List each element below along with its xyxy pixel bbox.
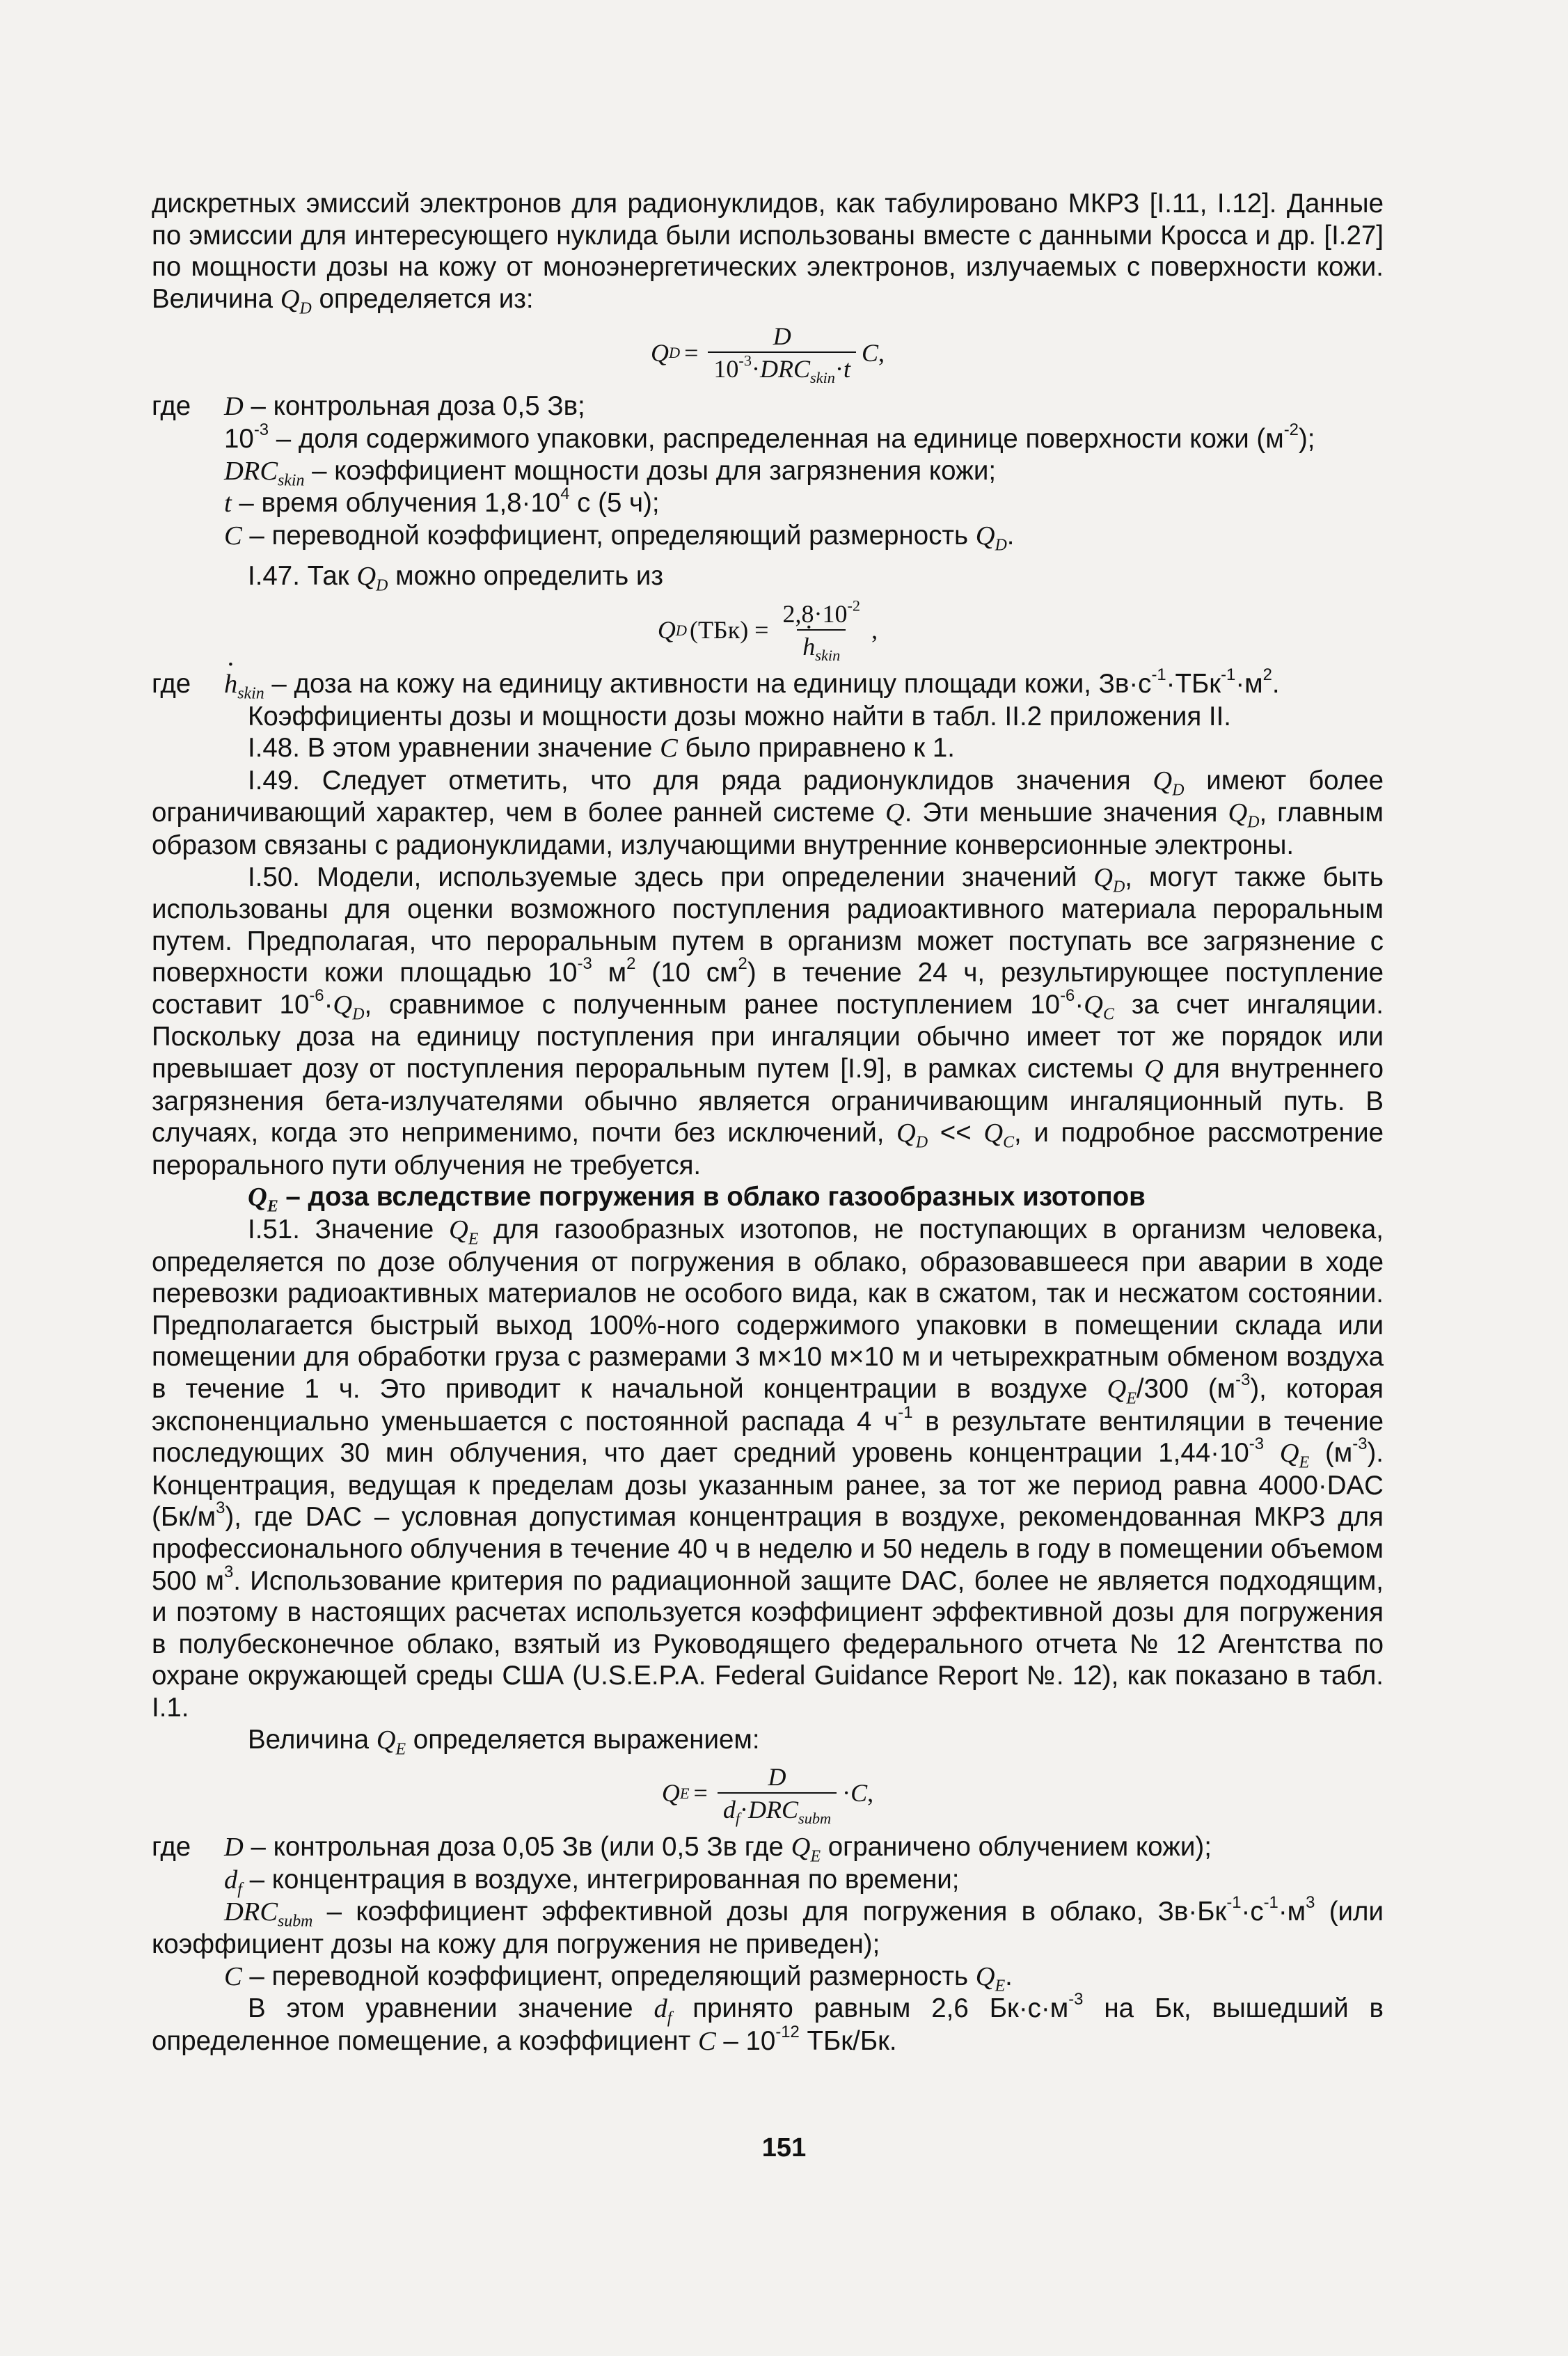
definitions-qe: где D – контрольная доза 0,05 Зв (или 0,5 Зв где $Q_E$ ограничено облучением кожи); $d_f$ – концентрация в воздухе, интегрированная по времени; $DRC_{subm}$ – коэффициент эффективной дозы для погружения в облако, $Зв\cdot Бк^{-1}\cdot с^{-1}\cdot м^3$ (или коэффициент дозы на кожу для погружения не приведен); C – переводной коэффициент, определяющий размерность $Q_E$. [152,1832,1384,1995]
formula-qd: Q D = $\frac{D}{10^{-3}\cdot DRC_{skin}\cdot t}$ C , [650,322,885,387]
paragraph-coefficients: Коэффициенты дозы и мощности дозы можно найти в табл. II.2 приложения II. [248,701,1231,732]
paragraph-1-50: I.50. Модели, используемые здесь при определении значений $Q_D$, могут также быть использованы для оценки возможного поступления радиоактивного материала пероральным путем. Предполагая, что пероральным путем в организм может поступать все загрязнение с поверхности кожи площадью $10^{-3}$ $м^2$ (10 $см^2$) в течение 24 ч, результирующее поступление составит $10^{-6}\cdot Q_D$, сравнимое с полученным ранее поступлением $10^{-6}\cdot Q_C$ за счет ингаляции. Поскольку доза на единицу поступления при ингаляции обычно имеет тот же порядок или превышает дозу от поступления пероральным путем [I.9], в рамках системы Q для внутреннего загрязнения бета-излучателями обычно является ограничивающим ингаляционный путь. В случаях, когда это неприменимо, почти без исключений, $Q_D << Q_C$, и подробное рассмотрение перорального пути облучения не требуется. [152,862,1384,1180]
definition-hskin: где · $h_{skin}$ – доза на кожу на единицу активности на единицу площади кожи, $Зв\cdot с^{-1}\cdot ТБк^{-1}\cdot м^2$. [152,668,1384,701]
paragraph-1-48: I.48. В этом уравнении значение C было приравнено к 1. [248,733,955,764]
page-number: 151 [761,2133,807,2163]
fraction: $\frac{D}{10^{-3}\cdot DRC_{skin}\cdot t}$ [708,321,856,385]
paragraph-last: В этом уравнении значение $d_f$ принято равным 2,6 $Бк\cdot с\cdot м^{-3}$ на Бк, вышедший в определенное помещение, а коэффициент C – $10^{-12}$ ТБк/Бк. [152,1990,1384,2056]
section-heading: $Q_E$ – доза вследствие погружения в облако газообразных изотопов [248,1182,1146,1217]
document-body [152,188,1384,2057]
definitions-qd: где D – контрольная доза 0,5 Зв; $10^{-3}$ – доля содержимого упаковки, распределенная на единице поверхности кожи $(м^{-2})$; $DRC_{skin}$ – коэффициент мощности дозы для загрязнения кожи; t – время облучения $1,8\cdot 10^4$ с (5 ч); C – переводной коэффициент, определяющий размерность $Q_D$. [152,391,1315,555]
paragraph-1-51: I.51. Значение $Q_E$ для газообразных изотопов, не поступающих в организм человека, определяется по дозе облучения от погружения в облако, образовавшееся при аварии в ходе перевозки радиоактивных материалов не особого вида, как в сжатом, так и несжатом состоянии. Предполагается быстрый выход 100%-ного содержимого упаковки в помещении склада или помещении для обработки груза с размерами 3 м×10 м×10 м и четырехкратным обменом воздуха в течение 1 ч. Это приводит к начальной концентрации в воздухе $Q_E/300$ $(м^{-3})$, которая экспоненциально уменьшается с постоянной распада 4 $ч^{-1}$ в результате вентиляции в течение последующих 30 мин облучения, что дает средний уровень концентрации $1,44\cdot 10^{-3}$ $Q_E$ $(м^{-3})$. Концентрация, ведущая к пределам дозы указанным ранее, за тот же период равна 4000·DAC $(Бк/м^3)$, где DAC – условная допустимая концентрация в воздухе, рекомендованная МКРЗ для профессионального облучения в течение 40 ч в неделю и 50 недель в году в помещении объемом 500 $м^3$. Использование критерия по радиационной защите DAC, более не является подходящим, и поэтому в настоящих расчетах используется коэффициент эффективной дозы для погружения в полубесконечное облако, взятый из Руководящего федерального отчета № 12 Агентства по охране окружающей среды США (U.S.E.P.A. Federal Guidance Report №. 12), как показано в табл. I.1. [152,1215,1384,1723]
formula-qd-tbq: Q D (ТБк) = $2,8\cdot 10^{-2}$ · $h_{skin}$ , [152,599,1384,663]
paragraph-1-49: I.49. Следует отметить, что для ряда радионуклидов значения $Q_D$ имеют более ограничивающий характер, чем в более ранней системе Q. Эти меньшие значения $Q_D$, главным образом связаны с радионуклидами, излучающими внутренние конверсионные электроны. [152,765,1384,860]
fraction: $2,8\cdot 10^{-2}$ · $h_{skin}$ [777,599,866,663]
formula-qe: Q E = $\frac{D}{d_f\cdot DRC_{subm}}$ · C , [661,1763,874,1828]
paragraph-value-qe: Величина $Q_E$ определяется выражением: [248,1724,760,1759]
paragraph-intro: дискретных эмиссий электронов для радионуклидов, как табулировано МКРЗ [I.11, I.12]. Данные по эмиссии для интересующего нуклида были использованы вместе с данными Кросса и др. [I.27] по мощности дозы на кожу от моноэнергетических электронов, излучаемых с поверхности кожи. Величина $Q_D$ определяется из: [152,189,1384,318]
paragraph-1-47: I.47. Так $Q_D$ можно определить из [248,561,664,596]
fraction: $\frac{D}{d_f\cdot DRC_{subm}}$ [718,1762,837,1826]
